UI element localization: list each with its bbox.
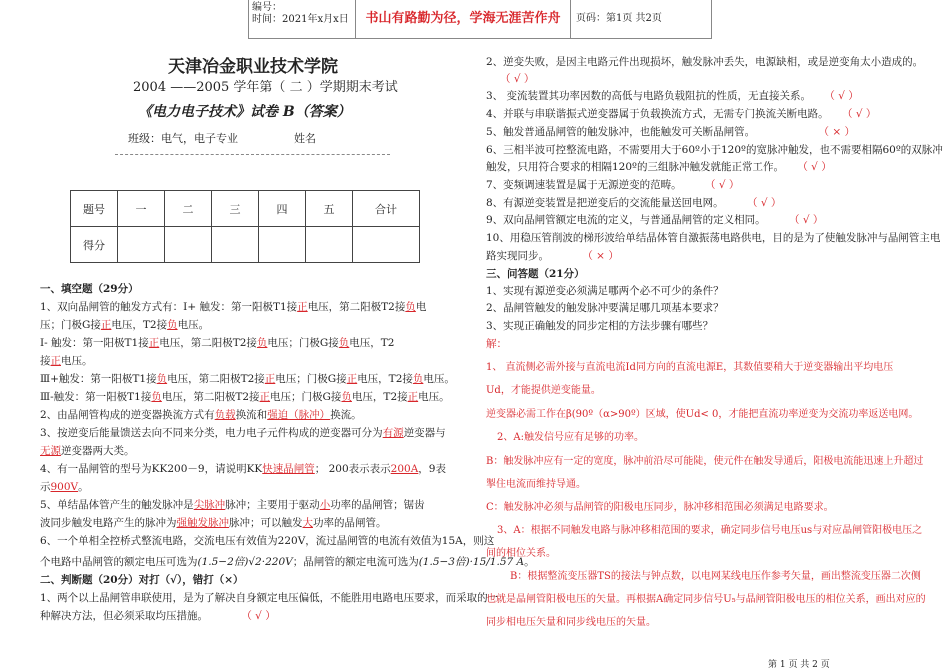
text: Ⅲ+触发：第一阳极T1接 xyxy=(40,373,157,385)
score-header-cell: 三 xyxy=(212,191,259,227)
judge-answer: （ √ ） xyxy=(824,90,859,102)
judge-4 xyxy=(486,106,876,121)
text: 功率的晶闸管。 xyxy=(313,517,387,529)
judge-answer: （ √ ） xyxy=(705,179,740,191)
question-1-line-3 xyxy=(40,335,394,350)
text: 电压，第二阳极T2接 xyxy=(307,301,406,313)
text: 脉冲；可以触发 xyxy=(229,517,303,529)
answer-blank: 200A xyxy=(390,463,419,475)
exam-title: 《电力电子技术》试卷 B（答案） xyxy=(138,104,351,120)
text: 电压。 xyxy=(61,355,93,367)
text: 。 xyxy=(78,481,89,493)
judge-9 xyxy=(486,212,823,227)
answer-blank: 正 xyxy=(148,337,160,349)
score-header-row xyxy=(71,191,420,227)
question-1-line-6 xyxy=(40,389,450,404)
answer-blank: 正 xyxy=(259,391,271,403)
text: 电压；门极G接 xyxy=(267,337,339,349)
text: 9、双向晶闸管额定电流的定义，与普通晶闸管的定义相同。 xyxy=(486,214,766,226)
text: 8、有源逆变装置是把逆变后的交流能量送回电网。 xyxy=(486,197,724,209)
question-6-line-2 xyxy=(40,554,535,569)
judge-answer: （ √ ） xyxy=(241,610,276,622)
question-3-line-2 xyxy=(40,443,135,458)
formula-voltage: (1.5−2倍)√2·220V xyxy=(197,556,293,568)
answer-3b-line-2: 也就是晶闸管阳极电压的矢量。再根据A确定同步信号U₅与晶闸管阳极电压的相位关系，画出对应的 xyxy=(486,594,926,605)
page-footer: 第 1 页 共 2 页 xyxy=(768,660,830,670)
time-label: 时间：2021年x月x日 xyxy=(252,14,349,25)
answer-blank: 正 xyxy=(407,391,419,403)
section-heading-1: 一、填空题（29分） xyxy=(40,283,139,295)
answer-1-line-1: 1、 直流侧必需外接与直流电流Id同方向的直流电源E，其数值要稍大于逆变器输出平均电压 xyxy=(486,362,894,373)
text: 7、变频调速装置是属于无源逆变的范畴。 xyxy=(486,179,682,191)
score-table xyxy=(70,190,420,263)
judge-10-line-2 xyxy=(486,248,619,263)
judge-10-line-1: 10、用稳压管削波的梯形波给单结晶体管自激振荡电路供电，目的是为了使触发脉冲与晶闸管主电 xyxy=(486,232,941,244)
text: 3、按逆变后能量馈送去向不同来分类，电力电子元件构成的逆变器可分为 xyxy=(40,427,383,439)
text: 电压；门极G接 xyxy=(275,373,347,385)
score-cell xyxy=(306,227,353,263)
score-header-cell: 五 xyxy=(306,191,353,227)
header-meta xyxy=(249,0,356,38)
score-header-cell: 四 xyxy=(259,191,306,227)
answer-blank: 大 xyxy=(302,517,313,529)
header-page: 页码：第1页 共2页 xyxy=(576,13,662,24)
text: 电压，第二阳极T2接 xyxy=(167,373,265,385)
text: 5、触发普通晶闸管的触发脉冲，也能触发可关断晶闸管。 xyxy=(486,126,756,138)
text: 波同步触发电路产生的脉冲为 xyxy=(40,517,177,529)
qa-3: 3、实现正确触发的同步定相的方法步骤有哪些？ xyxy=(486,320,714,332)
text: ；晶闸管的额定电流可选为 xyxy=(292,556,419,568)
judge-answer: （ × ） xyxy=(582,250,619,262)
question-1-line-2 xyxy=(40,317,209,332)
answer-blank: 负 xyxy=(341,391,352,403)
question-5-line-2 xyxy=(40,515,387,530)
answer-blank: 快速晶闸管 xyxy=(262,463,315,475)
score-header-cell: 一 xyxy=(118,191,165,227)
answer-1-line-3: 逆变器必需工作在β(90º（α>90º）区域，使Ud< 0，才能把直流功率逆变为交流功率返送电网。 xyxy=(486,409,919,420)
text: 换流和 xyxy=(235,409,268,421)
answer-blank: 小 xyxy=(319,499,331,511)
question-4-line-1 xyxy=(40,461,446,476)
text: 电压。 xyxy=(423,373,455,385)
page-header xyxy=(248,0,712,39)
school-title: 天津冶金职业技术学院 xyxy=(168,57,338,76)
question-1-line-4 xyxy=(40,353,93,368)
text: 路实现同步。 xyxy=(486,250,549,262)
judge-answer: （ √ ） xyxy=(797,161,832,173)
name-label: 姓名 xyxy=(294,132,316,145)
judge-8 xyxy=(486,195,781,210)
divider xyxy=(115,154,390,155)
section-heading-3: 三、问答题（21分） xyxy=(486,268,585,280)
answer-2a: 2、A:触发信号应有足够的功率。 xyxy=(497,432,644,443)
judge-6-line-2 xyxy=(486,159,832,174)
question-6-line-1: 6、一个单相全控桥式整流电路，交流电压有效值为220V，流过晶闸管的电流有效值为15A，则这 xyxy=(40,535,495,547)
solution-label: 解： xyxy=(486,338,507,350)
question-1-line-1 xyxy=(40,299,426,314)
text: 种解决方法，但必须采取均压措施。 xyxy=(40,610,208,622)
text: 5、单结晶体管产生的触发脉冲是 xyxy=(40,499,194,511)
section-heading-2: 二、判断题（20分）对打（√），错打（×） xyxy=(40,574,244,586)
text: 1、双向晶闸管的触发方式有：I+ 触发：第一阳极T1接 xyxy=(40,301,298,313)
answer-2b-line-2: 掣住电流而维持导通。 xyxy=(486,479,586,490)
text: 。 xyxy=(524,556,535,568)
qa-1: 1、实现有源逆变必须满足哪两个必不可少的条件？ xyxy=(486,285,724,297)
answer-blank: 负 xyxy=(338,337,350,349)
formula-current: (1.5−3倍)·15/1.57 A xyxy=(418,556,525,568)
question-3-line-1 xyxy=(40,425,446,440)
answer-3a-line-2: 间的相位关系。 xyxy=(486,548,556,559)
text: 电压，第二阳极T2接 xyxy=(161,391,260,403)
judge-6-line-1: 6、三相半波可控整流电路，不需要用大于60º小于120º的宽脉冲触发，也不需要相隔60º的双脉冲 xyxy=(486,144,943,156)
judge-2: 2、逆变失败，是因主电路元件出现损坏，触发脉冲丢失，电源缺相，或是逆变角太小造成的。 xyxy=(486,56,924,68)
text: 电压，T2接 xyxy=(357,373,413,385)
text: 电 xyxy=(415,301,427,313)
answer-blank: 尖脉冲 xyxy=(193,499,226,511)
judge-answer: （ √ ） xyxy=(789,214,824,226)
score-cell xyxy=(212,227,259,263)
answer-blank: 负 xyxy=(167,319,178,331)
text: ，9表 xyxy=(418,463,446,475)
question-2 xyxy=(40,407,362,422)
answer-blank: 负载 xyxy=(214,409,236,421)
answer-2b-line-1: B：触发脉冲应有一定的宽度，脉冲前沿尽可能陡，使元件在触发导通后，阳极电流能迅速上升超过 xyxy=(486,456,924,467)
text: 2、由晶闸管构成的逆变器换流方式有 xyxy=(40,409,215,421)
text: 电压，T2接 xyxy=(351,391,408,403)
text: 功率的晶闸管；锯齿 xyxy=(330,499,425,511)
question-4-line-2 xyxy=(40,479,89,494)
text: 电压。 xyxy=(177,319,210,331)
answer-blank: 强迫（脉冲） xyxy=(267,409,331,421)
score-row xyxy=(71,227,420,263)
text: 电压，T2 xyxy=(349,337,395,349)
text: 示 xyxy=(40,481,51,493)
answer-blank: 正 xyxy=(346,373,358,385)
text: 触发，只用符合要求的相隔120º的三组脉冲触发就能正常工作。 xyxy=(486,161,784,173)
text: 电压，第二阳极T2接 xyxy=(159,337,257,349)
header-motto: 书山有路勤为径，学海无涯苦作舟 xyxy=(356,0,571,38)
class-label: 班级：电气，电子专业 xyxy=(128,132,238,145)
question-1-line-5 xyxy=(40,371,455,386)
answer-blank: 正 xyxy=(100,319,112,331)
answer-blank: 正 xyxy=(50,355,61,367)
text: Ⅲ-触发：第一阳极T1接 xyxy=(40,391,152,403)
text: I- 触发：第一阳极T1接 xyxy=(40,337,149,349)
text: 4、有一晶闸管的型号为KK200－9，请说明KK xyxy=(40,463,263,475)
text: 4、并联与串联谐振式逆变器属于负载换流方式，无需专门换流关断电路。 xyxy=(486,108,829,120)
answer-blank: 负 xyxy=(405,301,416,313)
answer-3b-line-3: 同步相电压矢量和同步线电压的矢量。 xyxy=(486,617,656,628)
answer-1-line-2: Ud，才能提供逆变能量。 xyxy=(486,385,601,396)
qa-2: 2、晶闸管触发的触发脉冲要满足哪几项基本要求？ xyxy=(486,302,724,314)
judge-answer: （ √ ） xyxy=(747,197,782,209)
score-cell xyxy=(165,227,212,263)
text: 换流。 xyxy=(330,409,362,421)
answer-blank: 有源 xyxy=(382,427,404,439)
judge-5 xyxy=(486,124,855,139)
score-header-cell: 合计 xyxy=(353,191,420,227)
doc-no-label: 编号： xyxy=(252,2,282,13)
judge-answer: （ × ） xyxy=(818,126,856,138)
text: 脉冲；主要用于驱动 xyxy=(225,499,320,511)
question-5-line-1 xyxy=(40,497,425,512)
score-cell xyxy=(259,227,306,263)
answer-blank: 无源 xyxy=(40,445,61,457)
text: 电压。 xyxy=(418,391,450,403)
text: 3、 变流装置其功率因数的高低与电路负载阻抗的性质，无直接关系。 xyxy=(486,90,812,102)
judge-1-line-2 xyxy=(40,608,276,623)
score-header-cell: 题号 xyxy=(71,191,118,227)
answer-blank: 负 xyxy=(256,337,268,349)
answer-blank: 负 xyxy=(412,373,424,385)
answer-blank: 正 xyxy=(264,373,276,385)
answer-3a-line-1: 3、A：根据不同触发电路与脉冲移相范围的要求，确定同步信号电压us与对应晶闸管阳极电压之 xyxy=(497,525,923,536)
answer-2c: C：触发脉冲必须与晶闸管的阳极电压同步，脉冲移相范围必须满足电路要求。 xyxy=(486,502,834,513)
judge-answer: （ √ ） xyxy=(500,73,535,85)
text: 电压，T2接 xyxy=(111,319,168,331)
text: 接 xyxy=(40,355,51,367)
text: 电压；门极G接 xyxy=(270,391,342,403)
score-cell xyxy=(353,227,420,263)
text: ； 200表示表示 xyxy=(314,463,391,475)
judge-1-line-1: 1、两个以上晶闸管串联使用，是为了解决自身额定电压偏低，不能胜用电路电压要求，而采取的一 xyxy=(40,592,499,604)
answer-blank: 正 xyxy=(297,301,308,313)
text: 个电路中晶闸管的额定电压可选为 xyxy=(40,556,198,568)
judge-answer: （ √ ） xyxy=(842,108,877,120)
text: 逆变器两大类。 xyxy=(61,445,135,457)
answer-3b-line-1: B：根据整流变压器TS的接法与钟点数，以电网某线电压作参考矢量，画出整流变压器二次侧 xyxy=(510,571,921,582)
score-row-label: 得分 xyxy=(71,227,118,263)
answer-blank: 强触发脉冲 xyxy=(176,517,229,529)
text: 压；门极G接 xyxy=(40,319,101,331)
exam-term: 2004 ——2005 学年第（ 二 ）学期期末考试 xyxy=(133,80,398,95)
answer-blank: 负 xyxy=(151,391,162,403)
judge-7 xyxy=(486,177,739,192)
score-cell xyxy=(118,227,165,263)
answer-blank: 900V xyxy=(50,481,79,493)
score-header-cell: 二 xyxy=(165,191,212,227)
answer-blank: 负 xyxy=(156,373,168,385)
text: 逆变器与 xyxy=(403,427,446,439)
judge-3 xyxy=(486,88,859,103)
